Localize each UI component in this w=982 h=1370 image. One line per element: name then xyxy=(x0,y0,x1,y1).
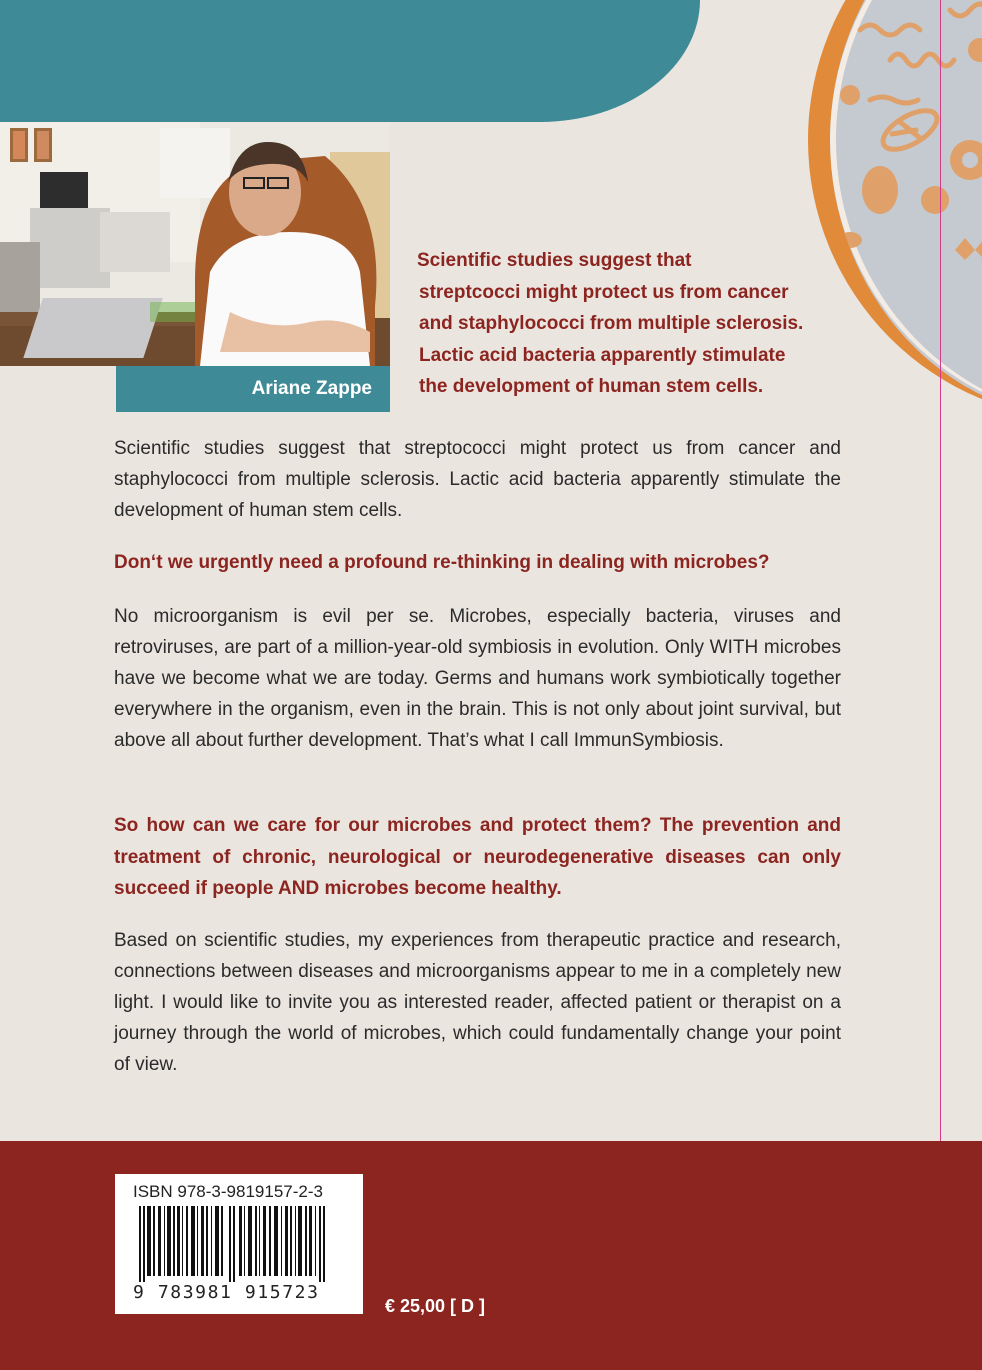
pull-quote xyxy=(417,245,837,403)
top-decorative-shape xyxy=(0,0,700,122)
photo-caption: Ariane Zappe xyxy=(116,366,390,412)
pull-quote-line: Lactic acid bacteria apparently stimulate xyxy=(419,344,786,366)
emphasis-paragraph: So how can we care for our microbes and protect them? The prevention and treatment of chronic, neurological or neurodegenerative diseases can only succeed if people AND microbes become healthy. xyxy=(114,815,841,899)
closing-paragraph: Based on scientific studies, my experiences from therapeutic practice and research, connections between diseases and microorganisms appear to me in a completely new light. I would like to invite you as interested reader, affected patient or therapist on a journey through the world of microbes, which could fundamentally change your point of view. xyxy=(114,930,841,1075)
isbn-label: ISBN 978-3-9819157-2-3 xyxy=(133,1182,323,1201)
barcode-box xyxy=(115,1174,363,1314)
pull-quote-line: the development of human stem cells. xyxy=(419,376,764,397)
office-scene-image xyxy=(0,122,390,366)
author-photo xyxy=(0,122,390,366)
barcode-digits: 9 783981 915723 xyxy=(133,1282,320,1303)
pull-quote-line: Scientific studies suggest that xyxy=(417,250,692,271)
question-heading: Don‘t we urgently need a profound re-thinking in dealing with microbes? xyxy=(114,552,770,573)
pull-quote-line: streptcocci might protect us from cancer xyxy=(419,281,789,303)
pull-quote-line: and staphylococci from multiple sclerosis. xyxy=(419,313,804,334)
intro-paragraph: Scientific studies suggest that streptococci might protect us from cancer and staphylococci from multiple sclerosis. Lactic acid bacteria apparently stimulate the development of human stem cells. xyxy=(114,438,841,521)
barcode-icon xyxy=(133,1206,345,1282)
price-label: € 25,00 [ D ] xyxy=(385,1296,486,1316)
body-paragraph: No microorganism is evil per se. Microbes, especially bacteria, viruses and retroviruses, are part of a million-year-old symbiosis in evolution. Only WITH microbes have we become what we are today. Germs and humans work symbiotically together everywhere in the organism, even in the brain. This is not only about joint survival, but above all about further development. That’s what I call ImmunSymbiosis. xyxy=(114,606,841,751)
microbe-pattern-icon xyxy=(830,0,982,420)
